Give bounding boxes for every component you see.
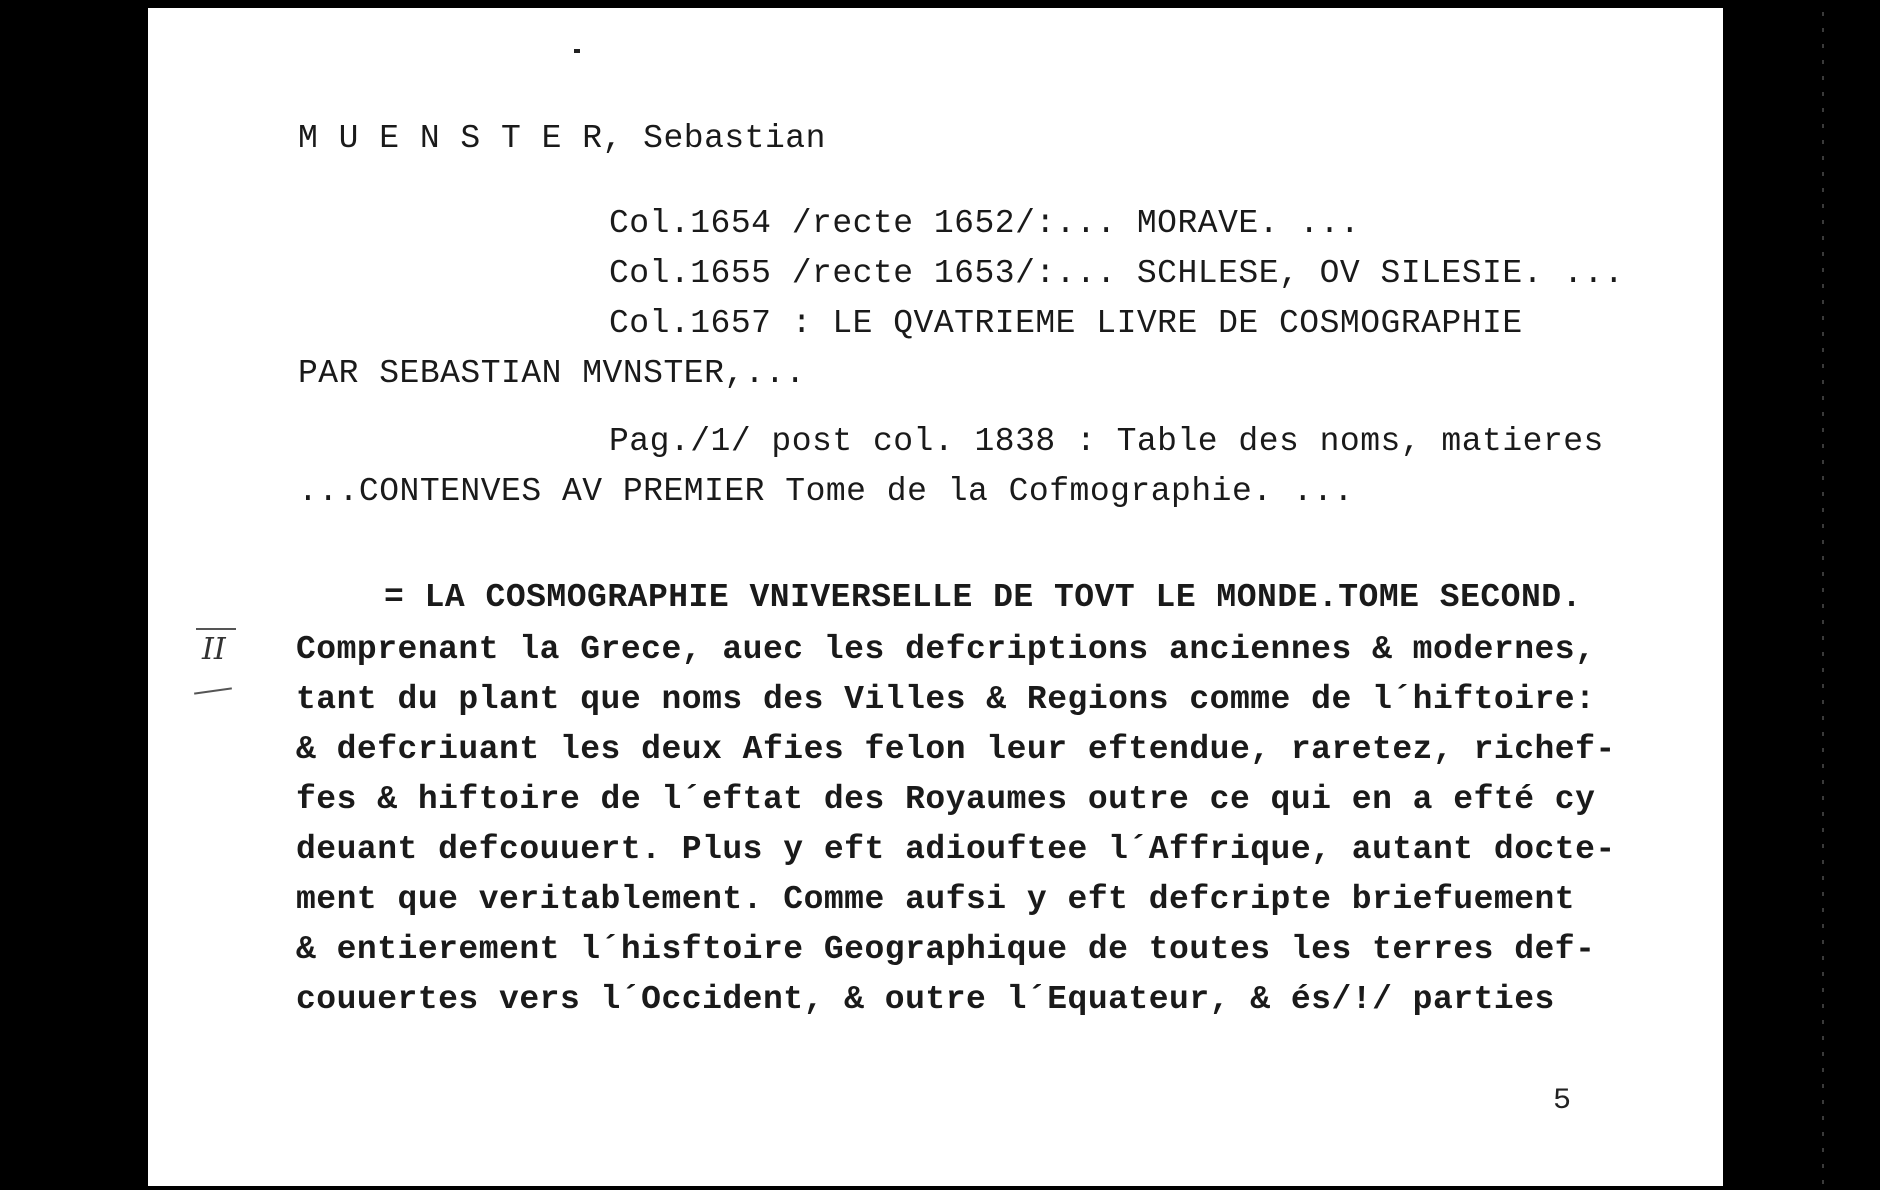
pagination-line: Pag./1/ post col. 1838 : Table des noms, matieres [609, 423, 1604, 460]
margin-dash-bottom [194, 687, 232, 694]
body-line-8: couuertes vers l´Occident, & outre l´Equateur, & és/!/ parties [296, 981, 1555, 1018]
title-line: = LA COSMOGRAPHIE VNIVERSELLE DE TOVT LE MONDE.TOME SECOND. [384, 579, 1582, 616]
margin-note: II [202, 632, 226, 667]
catalog-card [148, 8, 1723, 1186]
page-number: 5 [1553, 1084, 1572, 1118]
card-heading: M U E N S T E R, Sebastian [298, 120, 826, 157]
body-line-6: ment que veritablement. Comme aufsi y eft defcripte briefuement [296, 881, 1576, 918]
margin-dash-top [196, 628, 236, 630]
body-line-5: deuant defcouuert. Plus y eft adiouftee l´Affrique, autant docte- [296, 831, 1616, 868]
ink-speck [574, 49, 580, 53]
collation-continuation: PAR SEBASTIAN MVNSTER,... [298, 355, 806, 392]
pagination-continuation: ...CONTENVES AV PREMIER Tome de la Cofmographie. ... [298, 473, 1354, 510]
scan-edge-artifact [1822, 0, 1824, 1190]
body-line-7: & entierement l´hisftoire Geographique de toutes les terres def- [296, 931, 1596, 968]
body-line-2: tant du plant que noms des Villes & Regions comme de l´hiftoire: [296, 681, 1596, 718]
body-line-3: & defcriuant les deux Afies felon leur eftendue, raretez, richef- [296, 731, 1616, 768]
collation-line-2: Col.1655 /recte 1653/:... SCHLESE, OV SILESIE. ... [609, 255, 1625, 292]
collation-line-3: Col.1657 : LE QVATRIEME LIVRE DE COSMOGRAPHIE [609, 305, 1523, 342]
body-line-1: Comprenant la Grece, auec les defcriptions anciennes & modernes, [296, 631, 1596, 668]
collation-line-1: Col.1654 /recte 1652/:... MORAVE. ... [609, 205, 1361, 242]
body-line-4: fes & hiftoire de l´eftat des Royaumes outre ce qui en a efté cy [296, 781, 1596, 818]
